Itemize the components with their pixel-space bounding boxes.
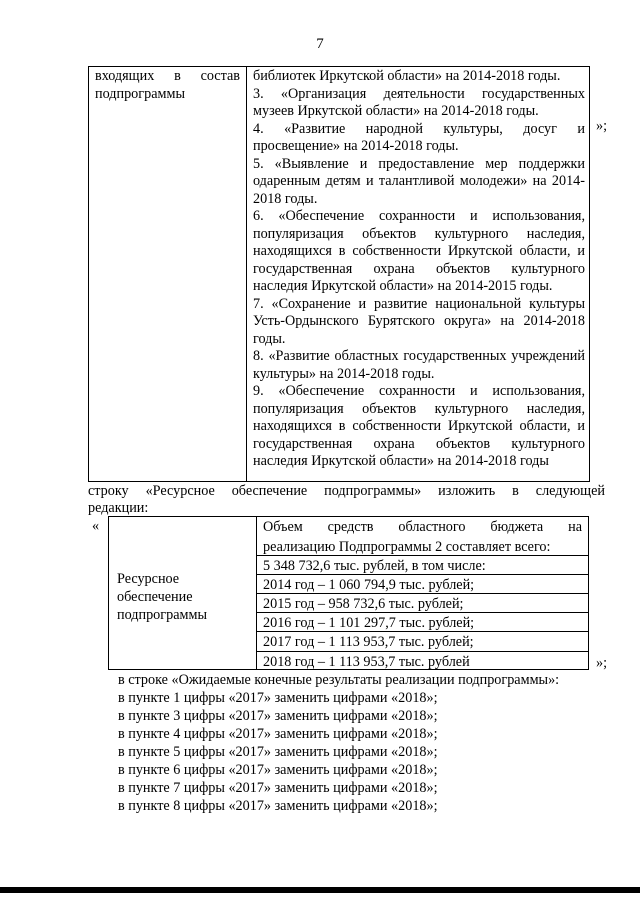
paragraph-line: в пункте 3 цифры «2017» заменить цифрами «2018»; — [118, 708, 438, 724]
label-word: в — [174, 68, 181, 84]
program-item: 7. «Сохранение и развитие национальной культуры Усть-Ордынского Бурятского округа» на 2014-2018 годы. — [253, 295, 585, 347]
program-item: 6. «Обеспечение сохранности и использования, популяризация объектов культурного наследия, находящихся в собственности Иркутской области, и государственная охрана объектов культурного наследия Иркутской области» на 2014-2015 годы. — [253, 208, 585, 294]
resources-content-cell — [257, 517, 588, 671]
program-item: 5. «Выявление и предоставление мер поддержки одаренным детям и талантливой молодежи» на 2014-2018 годы. — [253, 155, 585, 207]
resources-row: 2016 год – 1 101 297,7 тыс. рублей; — [257, 613, 588, 632]
program-item: 3. «Организация деятельности государственных музеев Иркутской области» на 2014-2018 годы. — [253, 85, 585, 119]
closing-quote-mark: »; — [596, 118, 608, 134]
closing-quote-mark: »; — [596, 655, 608, 671]
program-item: 8. «Развитие областных государственных учреждений культуры» на 2014-2018 годы. — [253, 348, 585, 382]
intro-line-1: строку «Ресурсное обеспечение подпрограммы» изложить в следующей — [88, 483, 605, 499]
resources-label-cell — [109, 517, 257, 669]
label-word: состав — [200, 68, 240, 84]
resources-row: Объем средств областного бюджета на — [263, 519, 582, 535]
paragraph-line: в пункте 8 цифры «2017» заменить цифрами «2018»; — [118, 798, 438, 814]
resources-label-line: Ресурсное — [117, 571, 180, 587]
intro-line-2: редакции: — [88, 500, 149, 516]
resources-label-line: подпрограммы — [117, 607, 207, 623]
resources-row: 2017 год – 1 113 953,7 тыс. рублей; — [257, 632, 588, 651]
paragraph-line: в пункте 4 цифры «2017» заменить цифрами «2018»; — [118, 726, 438, 742]
program-item: 4. «Развитие народной культуры, досуг и просвещение» на 2014-2018 годы. — [253, 120, 585, 154]
program-item: 9. «Обеспечение сохранности и использования, популяризация объектов культурного наследия, находящихся в собственности Иркутской области, и государственная охрана объектов культурного наследия Иркутской области» на 2014-2018 годы — [253, 383, 585, 469]
resources-row: 5 348 732,6 тыс. рублей, в том числе: — [257, 556, 588, 575]
programs-table-content-cell — [247, 67, 589, 471]
paragraph-line: в пункте 1 цифры «2017» заменить цифрами «2018»; — [118, 690, 438, 706]
label-line-1 — [95, 68, 240, 86]
resources-row: 2015 год – 958 732,6 тыс. рублей; — [257, 594, 588, 613]
resources-row: реализацию Подпрограммы 2 составляет всего: — [257, 537, 588, 556]
opening-quote-mark: « — [92, 518, 100, 534]
paragraph-line: в пункте 7 цифры «2017» заменить цифрами «2018»; — [118, 780, 438, 796]
page-number: 7 — [316, 36, 324, 52]
resources-row: 2014 год – 1 060 794,9 тыс. рублей; — [257, 575, 588, 594]
resources-table — [108, 516, 589, 670]
label-line-2: подпрограммы — [95, 85, 185, 102]
resources-label-line: обеспечение — [117, 589, 193, 605]
label-word: входящих — [95, 68, 155, 84]
program-item: библиотек Иркутской области» на 2014-2018 годы. — [253, 68, 561, 84]
paragraph-line: в пункте 5 цифры «2017» заменить цифрами «2018»; — [118, 744, 438, 760]
paragraph-line: в пункте 6 цифры «2017» заменить цифрами «2018»; — [118, 762, 438, 778]
bottom-scan-border — [0, 887, 640, 893]
resources-row: 2018 год – 1 113 953,7 тыс. рублей — [263, 653, 470, 670]
programs-table — [88, 66, 590, 482]
programs-table-label-cell — [89, 67, 247, 481]
paragraph-line: в строке «Ожидаемые конечные результаты реализации подпрограммы»: — [118, 672, 560, 688]
